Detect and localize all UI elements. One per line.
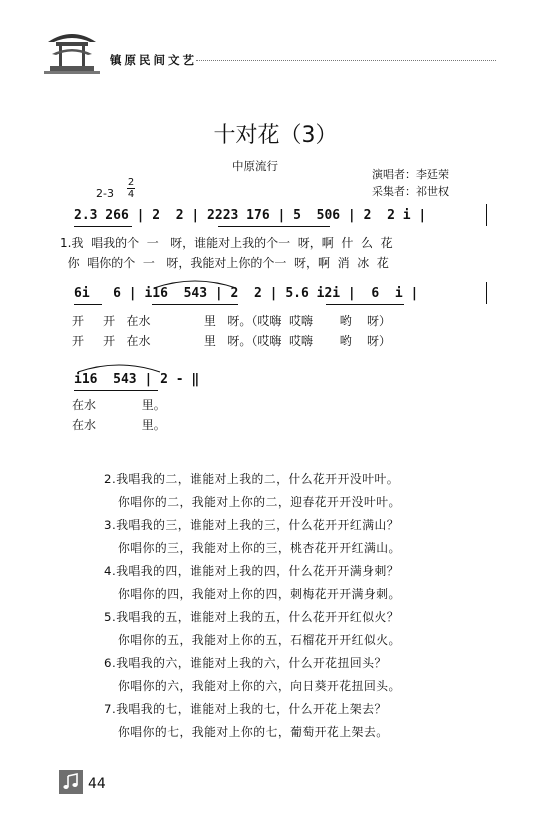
verse-line: 7.我唱我的七，谁能对上我的七，什么开花上架去？	[104, 702, 387, 716]
meter-bottom: 4	[127, 189, 135, 200]
verse-line: 你唱你的七，我能对上你的七，葡萄开花上架去。	[118, 725, 389, 739]
score-line-1-end-barline	[486, 204, 487, 226]
verse-line: 你唱你的六，我能对上你的六，向日葵开花扭回头。	[118, 679, 401, 693]
verse-line: 你唱你的四，我能对上你的四，刺梅花开开满身刺。	[118, 587, 401, 601]
verse-line: 你唱你的五，我能对上你的五，石榴花开开红似火。	[118, 633, 401, 647]
verse-line: 5.我唱我的五，谁能对上我的五，什么花开开红似火？	[104, 610, 400, 624]
beam-line	[74, 226, 132, 227]
slur-mark	[150, 276, 240, 290]
score-line-1-notes: 2.3 266 | 2 2 | 2223 176 | 5 506 | 2 2 i |	[74, 208, 427, 223]
verse-line: 你唱你的三，我能对上你的三，桃杏花开开红满山。	[118, 541, 401, 555]
beam-line	[326, 304, 404, 305]
song-region: 中原流行	[232, 159, 278, 173]
singer-credit: 演唱者：李廷荣	[372, 168, 449, 181]
slur-mark	[74, 360, 164, 374]
book-title: 镇原民间文艺	[110, 53, 197, 67]
beam-line	[152, 304, 238, 305]
beam-line	[218, 226, 330, 227]
meter-top: 2	[127, 177, 135, 188]
verse-line: 4.我唱我的四，谁能对上我的四，什么花开开满身刺？	[104, 564, 400, 578]
score-line-2-notes: 6i 6 | i16 543 | 2 2 | 5.6 i2i | 6 i |	[74, 286, 419, 301]
beam-line	[74, 390, 158, 391]
score-line-2-lyric-1: 开 开 在水 里 呀。（哎嗨 哎嗨 哟 呀）	[72, 314, 391, 328]
score-line-1-lyric-2: 你 唱你的个 一 呀，我能对上你的个一 呀，啊 消 冰 花	[60, 256, 389, 270]
song-title: 十对花（3）	[213, 123, 338, 148]
score-line-2-end-barline	[486, 282, 487, 304]
verse-line: 3.我唱我的三，谁能对上我的三，什么花开开红满山？	[104, 518, 400, 532]
pavilion-logo-icon	[44, 24, 100, 76]
time-signature	[127, 178, 135, 199]
page-number: 44	[88, 776, 106, 792]
verse-line: 你唱你的二，我能对上你的二，迎春花开开没叶叶。	[118, 495, 401, 509]
verse-line: 2.我唱我的二，谁能对上我的二，什么花开开没叶叶。	[104, 472, 400, 486]
verse-line: 6.我唱我的六，谁能对上我的六，什么开花扭回头？	[104, 656, 387, 670]
score-line-1-lyric-1: 1.我 唱我的个 一 呀，谁能对上我的个一 呀，啊 什 么 花	[60, 236, 393, 250]
key-signature: 2-3	[96, 187, 114, 200]
music-note-icon	[59, 770, 83, 794]
header-divider	[196, 60, 496, 61]
score-line-2-lyric-2: 开 开 在水 里 呀。（哎嗨 哎嗨 哟 呀）	[72, 334, 391, 348]
score-line-3-notes: i16 543 | 2 - ‖	[74, 372, 200, 387]
collector-credit: 采集者：祁世权	[372, 185, 449, 198]
score-line-3-lyric-2: 在水 里。	[72, 418, 166, 432]
beam-line	[74, 304, 102, 305]
score-line-3-lyric-1: 在水 里。	[72, 398, 166, 412]
